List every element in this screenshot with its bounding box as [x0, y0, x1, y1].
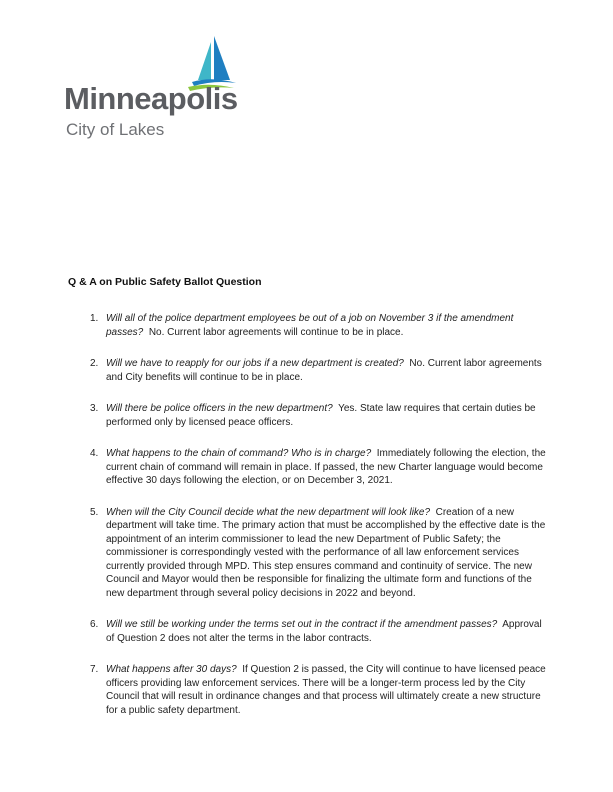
item-number: 1. [90, 313, 99, 324]
qa-item-2 [68, 357, 548, 384]
qa-item-7 [68, 663, 548, 717]
answer-text: Approval of Question 2 does not alter the terms in the labor contracts. [106, 619, 542, 644]
answer-text: No. Current labor agreements will continue to be in place. [148, 326, 404, 338]
answer-text: Immediately following the election, the current chain of command will remain in place. If passed, the new Charter language would become effective 30 days following the election, or on December 3, 2021. [106, 448, 546, 486]
qa-item-4 [68, 447, 548, 488]
qa-item-5 [68, 506, 548, 601]
question-text: Will there be police officers in the new department? [106, 403, 333, 414]
item-number: 4. [90, 448, 99, 459]
qa-item-1 [68, 312, 548, 339]
item-number: 6. [90, 619, 99, 630]
qa-item-3 [68, 402, 548, 429]
qa-item-6 [68, 618, 548, 645]
document-title: Q & A on Public Safety Ballot Question [68, 276, 262, 288]
qa-list [68, 312, 548, 717]
question-text: What happens to the chain of command? Who is in charge? [106, 448, 372, 459]
question-text: Will we still be working under the terms set out in the contract if the amendment passes? [106, 619, 498, 630]
answer-text: No. Current labor agreements and City benefits will continue to be in place. [106, 358, 542, 383]
question-text: When will the City Council decide what the new department will look like? [106, 506, 431, 518]
question-text: Will we have to reapply for our jobs if a new department is created? [106, 358, 404, 369]
item-number: 5. [90, 506, 99, 518]
item-number: 3. [90, 403, 99, 414]
question-text: What happens after 30 days? [106, 664, 237, 675]
answer-text: Yes. State law requires that certain duties be performed only by licensed peace officers. [106, 403, 536, 428]
answer-text: If Question 2 is passed, the City will continue to have licensed peace officers providing law enforcement services. There will be a longer-term process led by the City Council that will result in ordinance changes and that process will ultimately create a new structure for a public safety department. [106, 664, 546, 716]
answer-text: Creation of a new department will take time. The primary action that must be accomplished by the effective date is the appointment of an interim commissioner to lead the new Department of Public Safety; the commissioner is correspondingly vested with the performance of all law enforcement services currently provided through MPD. This step ensures command and continuity of service. The new Council and Mayor would then be responsible for finalizing the ultimate form and functions of the new department through several policy decisions in 2022 and beyond. [106, 506, 546, 599]
item-number: 2. [90, 358, 99, 369]
minneapolis-logo [64, 36, 254, 146]
question-text: Will all of the police department employees be out of a job on November 3 if the amendment passes? [106, 313, 514, 338]
logo-tagline: City of Lakes [66, 120, 165, 139]
logo-wordmark: Minneapolis [64, 81, 238, 116]
item-number: 7. [90, 664, 99, 675]
